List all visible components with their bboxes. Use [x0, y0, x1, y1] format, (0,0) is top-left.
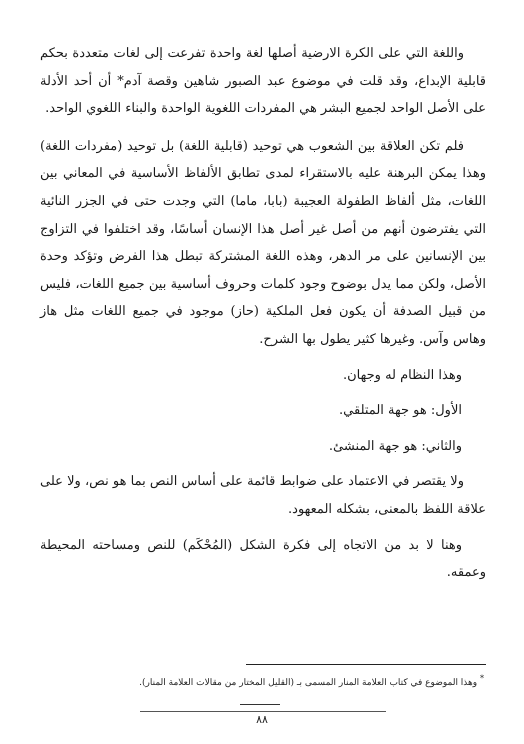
paragraph-2: فلم تكن العلاقة بين الشعوب هي توحيد (قابلية اللغة) بل توحيد (مفردات اللغة) وهذا يمكن البرهنة عليه بالاستقراء لمدى تطابق الألفاظ الأساسية في المعاني بين اللغات، مثل ألفاظ الطفولة العجيبة (بابا، ماما) التي وجدت حتى في الجزر النائية التي يفترضون أنهم من أصل غير أصل هذا الإنسان أساسًا، وقد اختلفوا في التزاوج بين الإنسانين على مر الدهر، وهذه اللغة المشتركة تبطل هذا الفرض وتؤكد وحدة الأصل، ولكن مما يدل بوضوح وجود كلمات وحروف أساسية بين جميع اللغات، فليس من قبيل الصدفة أن يكون فعل الملكية (حاز) موجود في جميع اللغات مثل هاز وهاس وآس. وغيرها كثير يطول بها الشرح.	[40, 138, 486, 347]
paragraph-4: الأول: هو جهة المتلقي.	[339, 403, 462, 419]
page-body	[40, 40, 486, 587]
page-number: ٨٨	[256, 713, 268, 726]
paragraph-6: ولا يقتصر في الاعتماد على ضوابط قائمة على أساس النص بما هو نص، ولا على علاقة اللفظ بالمعنى، بشكله المعهود.	[40, 474, 486, 517]
paragraph-3: وهذا النظام له وجهان.	[342, 367, 462, 383]
footnote-separator	[246, 664, 486, 665]
page-number-rule	[140, 711, 386, 712]
paragraph-1: واللغة التي على الكرة الارضية أصلها لغة واحدة تفرعت إلى لغات متعددة بحكم قابلية الإبداع، وقد قلت في موضوع عبد الصبور شاهين وقصة آدم* أن أحد الأدلة على الأصل الواحد لجميع البشر هي المفردات اللغوية الواحدة والبناء اللغوي الواحد.	[40, 46, 486, 117]
paragraph-7: وهنا لا بد من الاتجاه إلى فكرة الشكل (المُحْكَم) للنص ومساحته المحيطة وعمقه.	[40, 537, 486, 581]
footnote-marker: *	[480, 674, 484, 683]
page-number-rule-top	[240, 704, 280, 705]
paragraph-5: والثاني: هو جهة المنشئ.	[328, 438, 462, 454]
footnote	[40, 672, 484, 690]
footnote-text: وهذا الموضوع في كتاب العلامة المنار المسمى بـ (القليل المختار من مقالات العلامة المنار).	[139, 678, 478, 688]
